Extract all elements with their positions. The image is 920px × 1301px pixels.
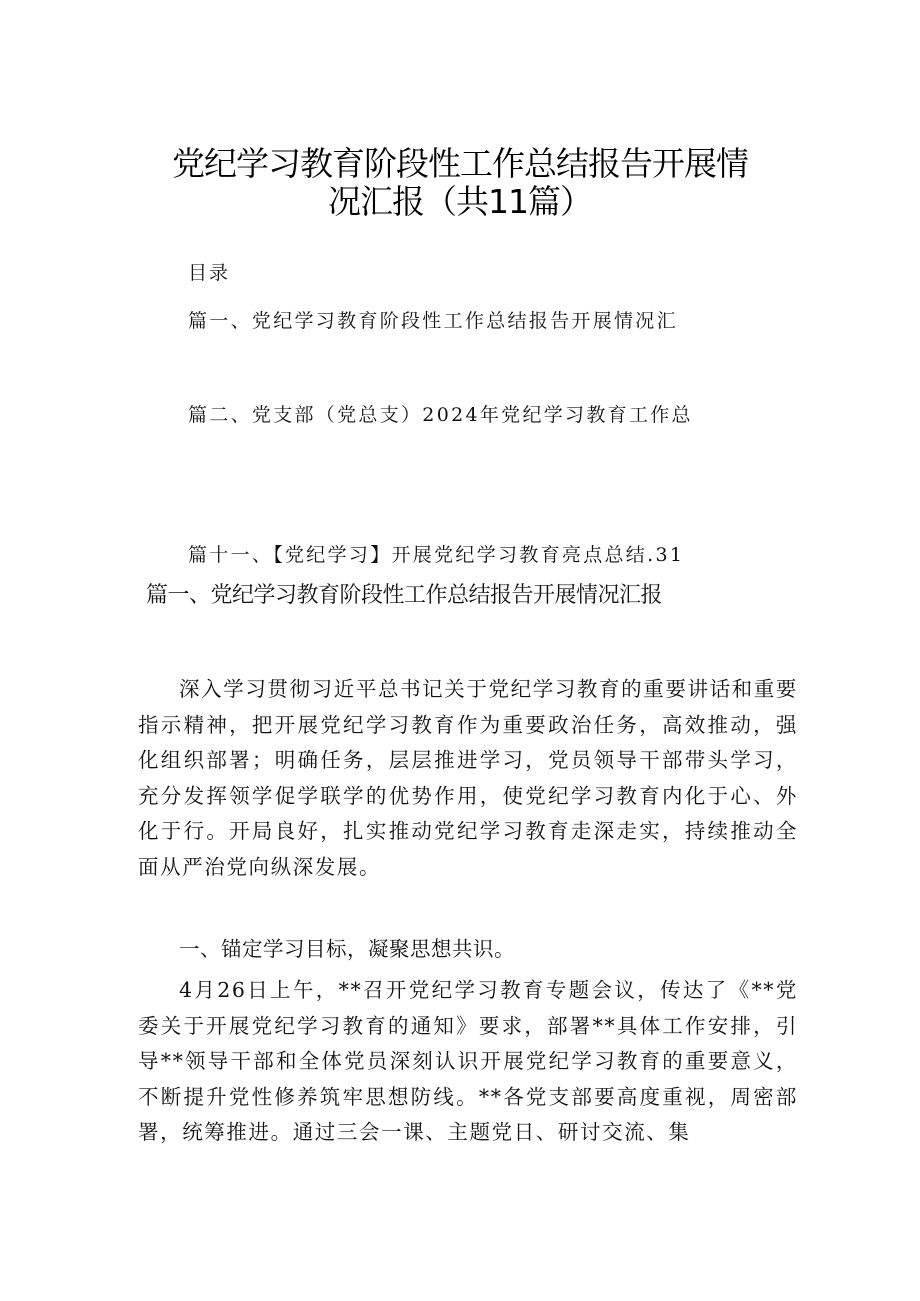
body-paragraph: 深入学习贯彻习近平总书记关于党纪学习教育的重要讲话和重要指示精神，把开展党纪学习教育作为重要政治任务，高效推动，强化组织部署；明确任务，层层推进学习，党员领导干部带头学习，充分发挥领学促学联学的优势作用，使党纪学习教育内化于心、外化于行。开局良好，扎实推动党纪学习教育走深走实，持续推动全面从严治党向纵深发展。 (138, 677, 798, 879)
body-paragraph: 4月26日上午，**召开党纪学习教育专题会议，传达了《**党委关于开展党纪学习教育的通知》要求，部署**具体工作安排，引导**领导干部和全体党员深刻认识开展党纪学习教育的重要意义，不断提升党性修养筑牢思想防线。**各党支部要高度重视，周密部署，统筹推进。通过三会一课、主题党日、研讨交流、集 (138, 978, 798, 1144)
section-title: 篇一、党纪学习教育阶段性工作总结报告开展情况汇报 (146, 583, 663, 608)
toc-item[interactable]: 篇二、党支部（党总支）2024年党纪学习教育工作总 (188, 404, 693, 426)
paragraph-heading: 一、锚定学习目标，凝聚思想共识。 (179, 937, 515, 961)
toc-item[interactable]: 篇十一、【党纪学习】开展党纪学习教育亮点总结.31 (188, 544, 685, 566)
toc-heading: 目录 (188, 262, 231, 284)
document-title-line-2: 况汇报（共11篇） (328, 182, 592, 221)
document-title-line-1: 党纪学习教育阶段性工作总结报告开展情 (172, 144, 748, 183)
toc-item[interactable]: 篇一、党纪学习教育阶段性工作总结报告开展情况汇 (188, 310, 678, 332)
